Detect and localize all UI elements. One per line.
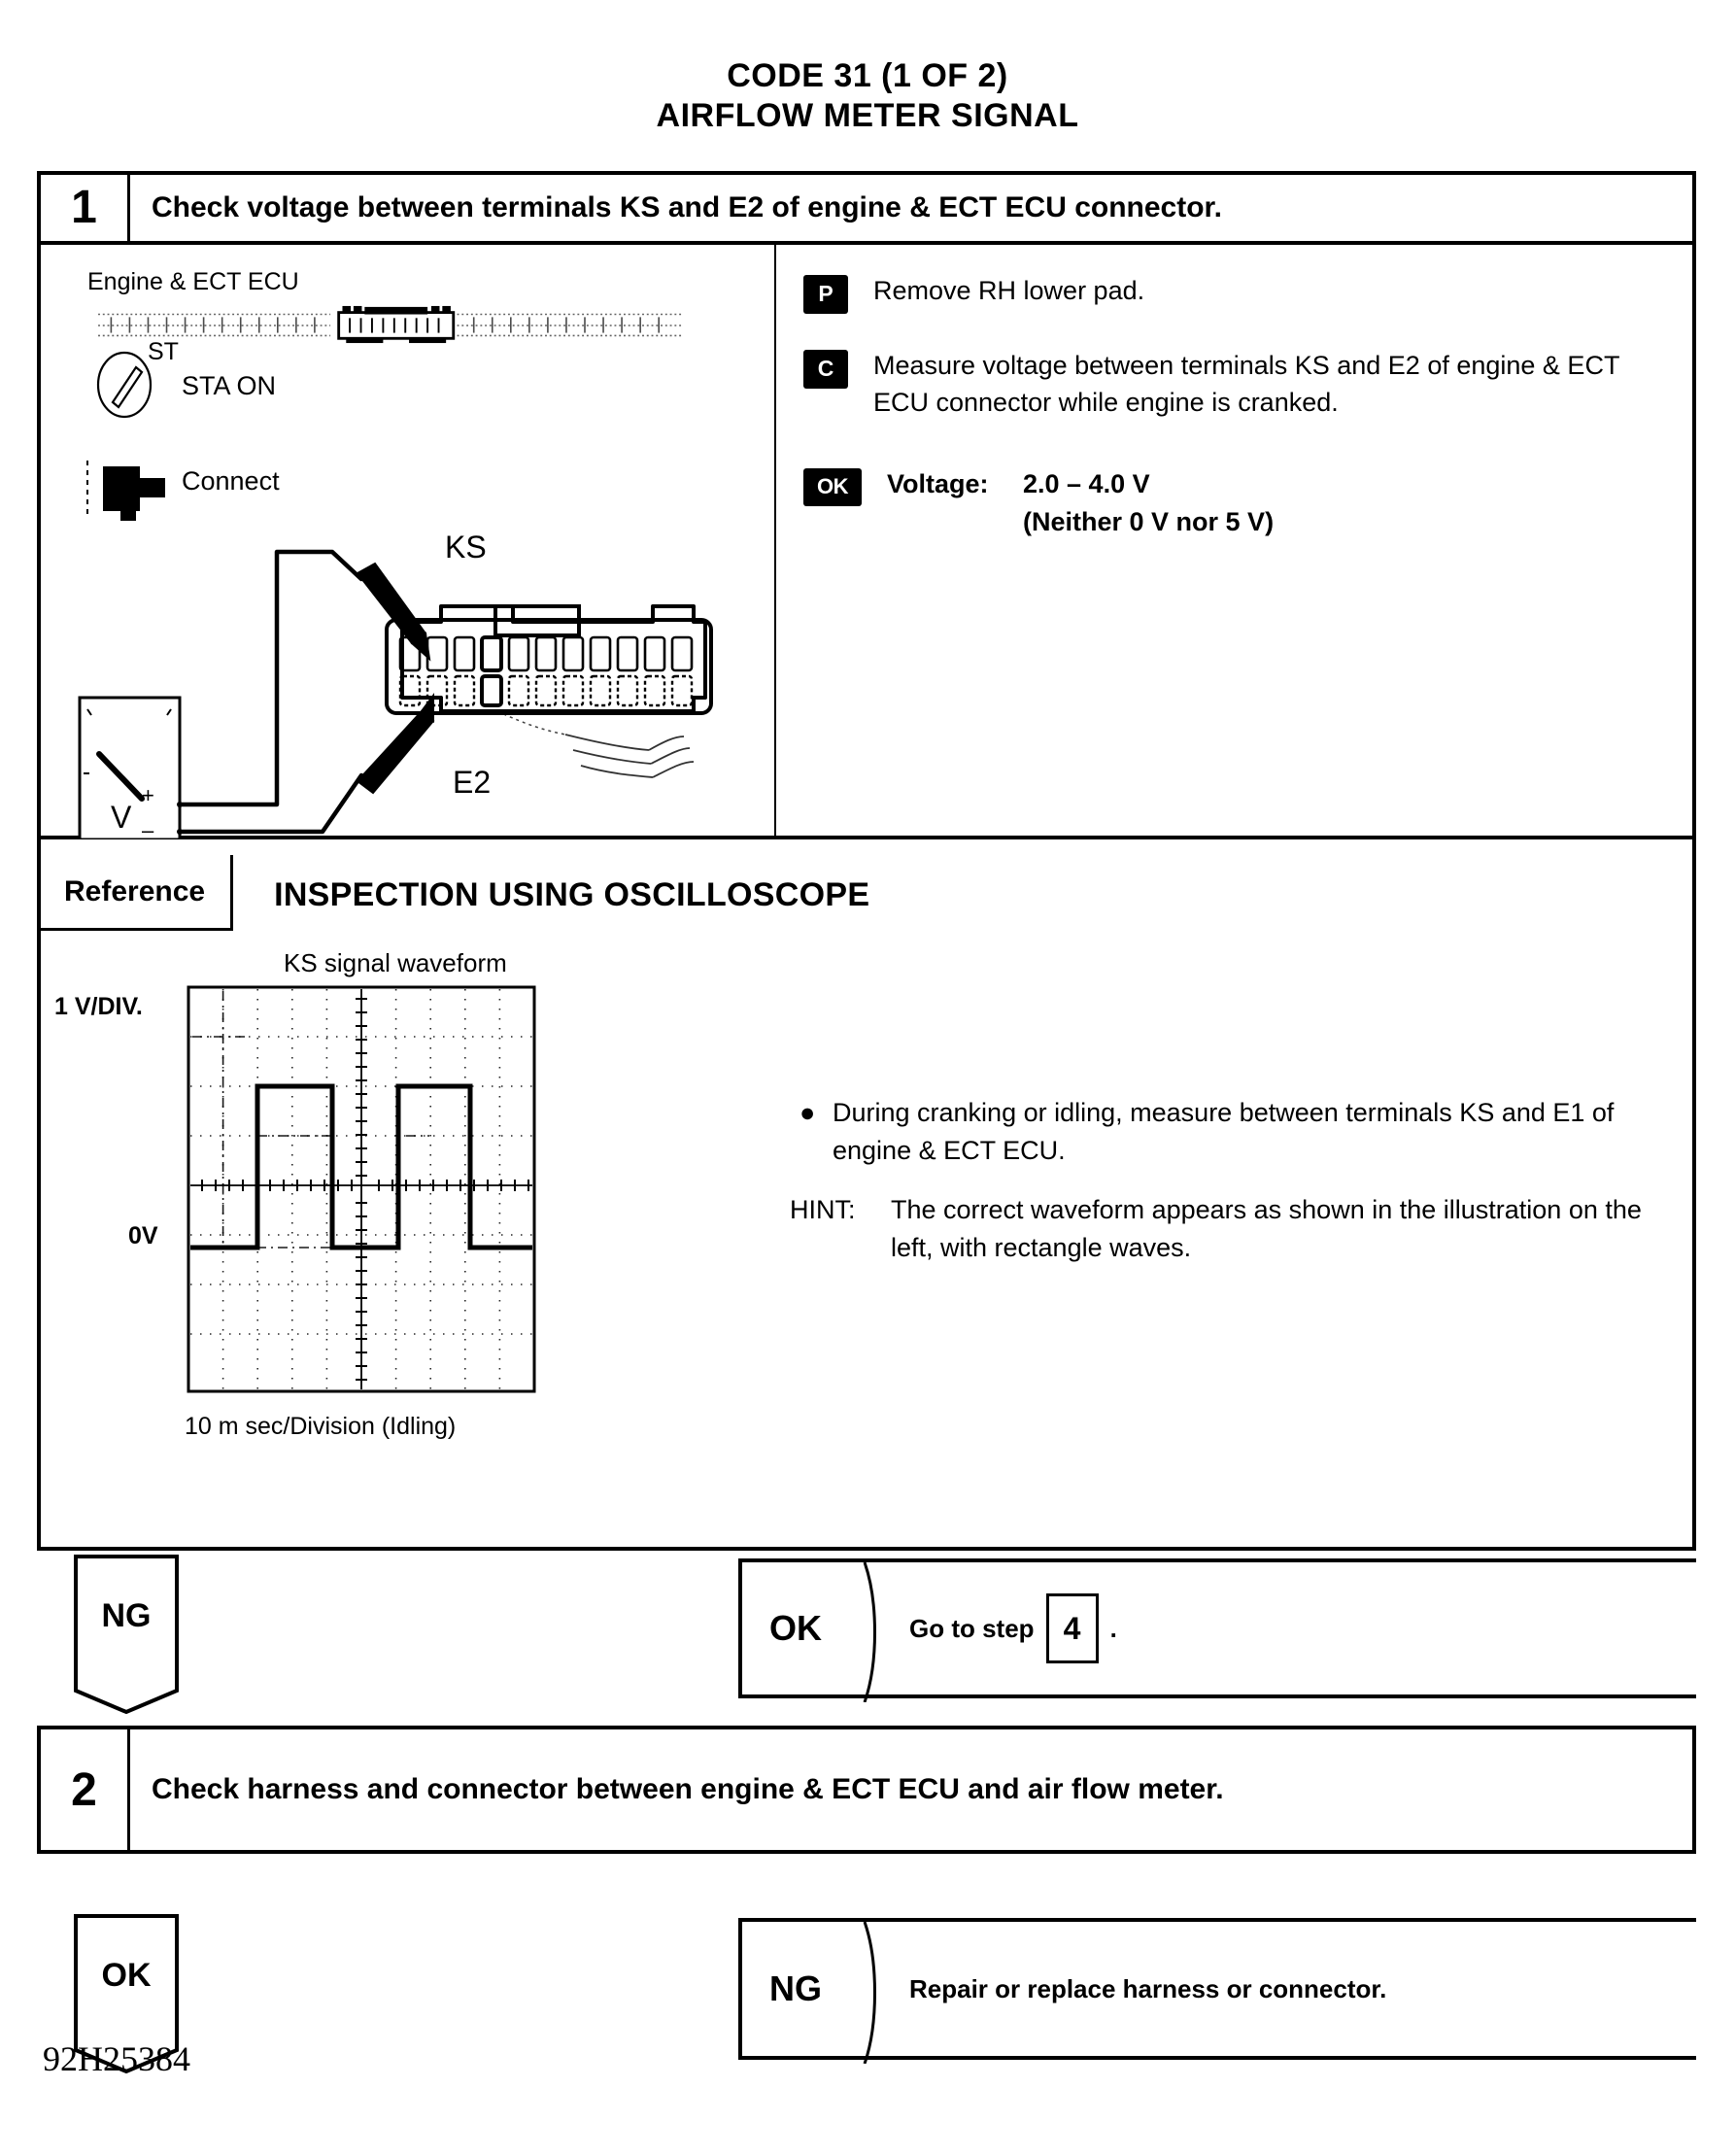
ok-spec-row bbox=[803, 465, 1667, 540]
reference-hint bbox=[790, 1191, 1663, 1267]
chart-plot-area bbox=[187, 985, 536, 1393]
step-1-number: 1 bbox=[41, 175, 130, 241]
go-to-step-label: Go to step bbox=[909, 1613, 1035, 1643]
reference-title: INSPECTION USING OSCILLOSCOPE bbox=[274, 875, 870, 913]
instruction-row bbox=[803, 347, 1667, 422]
down-arrow-icon bbox=[74, 1673, 179, 1714]
footer-document-code: 92H25384 bbox=[43, 2039, 190, 2078]
ok-tag-label: OK bbox=[769, 1608, 822, 1648]
branch-divider-icon bbox=[861, 1562, 894, 1694]
voltage-value: 2.0 – 4.0 V bbox=[1023, 469, 1150, 499]
chart-title: KS signal waveform bbox=[284, 948, 507, 977]
voltmeter-connector-diagram bbox=[41, 505, 776, 839]
instruction-text: Measure voltage between terminals KS and E2 of engine & ECT ECU connector while engine is cranked. bbox=[873, 350, 1619, 417]
page-title-line-2: AIRFLOW METER SIGNAL bbox=[656, 97, 1079, 135]
svg-text:V: V bbox=[111, 799, 132, 835]
step-2-heading: Check harness and connector between engine & ECT ECU and air flow meter. bbox=[152, 1773, 1224, 1806]
ignition-state-label: STA ON bbox=[182, 370, 277, 400]
branch-ng-step-2[interactable] bbox=[738, 1918, 1696, 2060]
connect-label: Connect bbox=[182, 465, 280, 496]
reference-tag: Reference bbox=[41, 855, 233, 931]
step-2-header bbox=[41, 1729, 1692, 1850]
page-title-line-1: CODE 31 (1 OF 2) bbox=[727, 57, 1008, 94]
go-to-step-number: 4 bbox=[1046, 1593, 1099, 1663]
chart-baseline-label: 0V bbox=[128, 1222, 158, 1249]
reference-bullet-text: During cranking or idling, measure between terminals KS and E1 of engine & ECT ECU. bbox=[833, 1098, 1615, 1166]
badge-ok: OK bbox=[803, 468, 862, 506]
step-1-body bbox=[41, 245, 1692, 839]
ok-action-text bbox=[894, 1593, 1117, 1663]
reference-notes bbox=[776, 948, 1692, 1483]
badge-c: C bbox=[803, 350, 848, 389]
svg-text:–: – bbox=[142, 817, 154, 839]
reference-section bbox=[41, 859, 1692, 1547]
wiring-diagram bbox=[41, 245, 776, 839]
svg-text:E2: E2 bbox=[453, 764, 492, 800]
ng-tag-label: NG bbox=[769, 1968, 822, 2008]
step-1-heading: Check voltage between terminals KS and E2 of engine & ECT ECU connector. bbox=[152, 191, 1222, 223]
go-to-step-period: . bbox=[1109, 1613, 1117, 1643]
page-title bbox=[0, 0, 1735, 137]
bullet-icon: ● bbox=[799, 1098, 816, 1127]
hint-label: HINT: bbox=[790, 1195, 856, 1225]
chart-y-label: 1 V/DIV. bbox=[54, 993, 143, 1020]
ignition-st-label: ST bbox=[148, 337, 179, 365]
hint-text: The correct waveform appears as shown in the illustration on the left, with rectangle waves. bbox=[891, 1195, 1642, 1263]
branch-ok-step-1[interactable] bbox=[738, 1558, 1696, 1698]
badge-p: P bbox=[803, 275, 848, 314]
voltage-note: (Neither 0 V nor 5 V) bbox=[1023, 506, 1275, 536]
instruction-row bbox=[803, 272, 1667, 314]
ng-tag-step-1[interactable] bbox=[74, 1555, 179, 1673]
step-1-panel bbox=[37, 171, 1696, 1551]
ecu-caption-label: Engine & ECT ECU bbox=[87, 267, 299, 295]
ng-action-text: Repair or replace harness or connector. bbox=[909, 1973, 1387, 2003]
ok-spec-text bbox=[887, 465, 1274, 540]
instruction-text: Remove RH lower pad. bbox=[873, 275, 1145, 305]
step-1-instructions bbox=[776, 245, 1692, 836]
step-2-number: 2 bbox=[41, 1729, 130, 1850]
ok-tag-label: OK bbox=[101, 1956, 152, 1994]
svg-text:+: + bbox=[142, 782, 154, 807]
chart-x-label: 10 m sec/Division (Idling) bbox=[185, 1413, 457, 1440]
reference-bullet bbox=[790, 1094, 1663, 1170]
oscilloscope-chart bbox=[41, 948, 776, 1483]
branch-divider-icon bbox=[861, 1922, 894, 2056]
reference-body bbox=[41, 931, 1692, 1483]
voltage-label: Voltage: bbox=[887, 469, 989, 499]
ok-tag-step-2[interactable] bbox=[74, 1914, 179, 2033]
svg-text:KS: KS bbox=[445, 529, 487, 565]
reference-header bbox=[41, 859, 1692, 931]
step-1-header bbox=[41, 175, 1692, 245]
ng-tag-label: NG bbox=[101, 1596, 152, 1634]
step-2-panel bbox=[37, 1726, 1696, 1854]
